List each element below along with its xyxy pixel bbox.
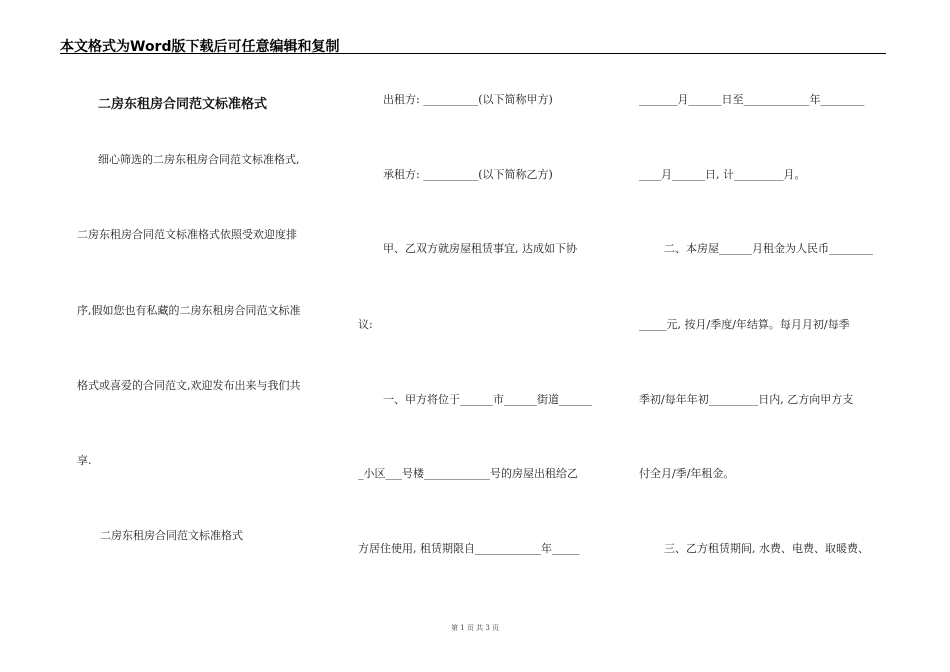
paragraph-line: 付全月/季/年租金。 <box>639 467 735 480</box>
paragraph-line: _小区___号楼____________号的房屋出租给乙 <box>358 467 578 480</box>
paragraph-line: 方居住使用, 租赁期限自____________年_____ <box>358 542 580 555</box>
clause-1-line: 一、甲方将位于______市______街道______ <box>383 393 592 406</box>
paragraph-line: 序,假如您也有私藏的二房东租房合同范文标准 <box>77 304 301 317</box>
document-header: 本文格式为Word版下载后可任意编辑和复制 <box>60 39 340 55</box>
paragraph-line: 甲、乙双方就房屋租赁事宜, 达成如下协 <box>383 242 577 255</box>
document-title: 二房东租房合同范文标准格式 <box>98 97 268 112</box>
lessor-line: 出租方: __________(以下简称甲方) <box>383 93 553 106</box>
page-footer: 第 1 页 共 3 页 <box>450 624 500 632</box>
paragraph-line: _____元, 按月/季度/年结算。每月月初/每季 <box>639 318 850 331</box>
paragraph-line: ____月______日, 计_________月。 <box>639 168 806 181</box>
lessee-line: 承租方: __________(以下简称乙方) <box>383 168 553 181</box>
paragraph-line: 二房东租房合同范文标准格式依照受欢迎度排 <box>77 228 297 241</box>
paragraph-line: 议: <box>358 318 373 331</box>
paragraph-line: _______月______日至____________年________ <box>639 93 865 106</box>
section-heading: 二房东租房合同范文标准格式 <box>100 529 243 542</box>
clause-2-line: 二、本房屋______月租金为人民币________ <box>664 242 873 255</box>
header-divider <box>60 53 886 54</box>
clause-3-line: 三、乙方租赁期间, 水费、电费、取暖费、 <box>664 542 869 555</box>
paragraph-line: 细心筛选的二房东租房合同范文标准格式, <box>98 153 300 166</box>
paragraph-line: 享. <box>77 454 92 467</box>
paragraph-line: 格式或喜爱的合同范文,欢迎发布出来与我们共 <box>77 379 301 392</box>
paragraph-line: 季初/每年年初_________日内, 乙方向甲方支 <box>639 393 854 406</box>
